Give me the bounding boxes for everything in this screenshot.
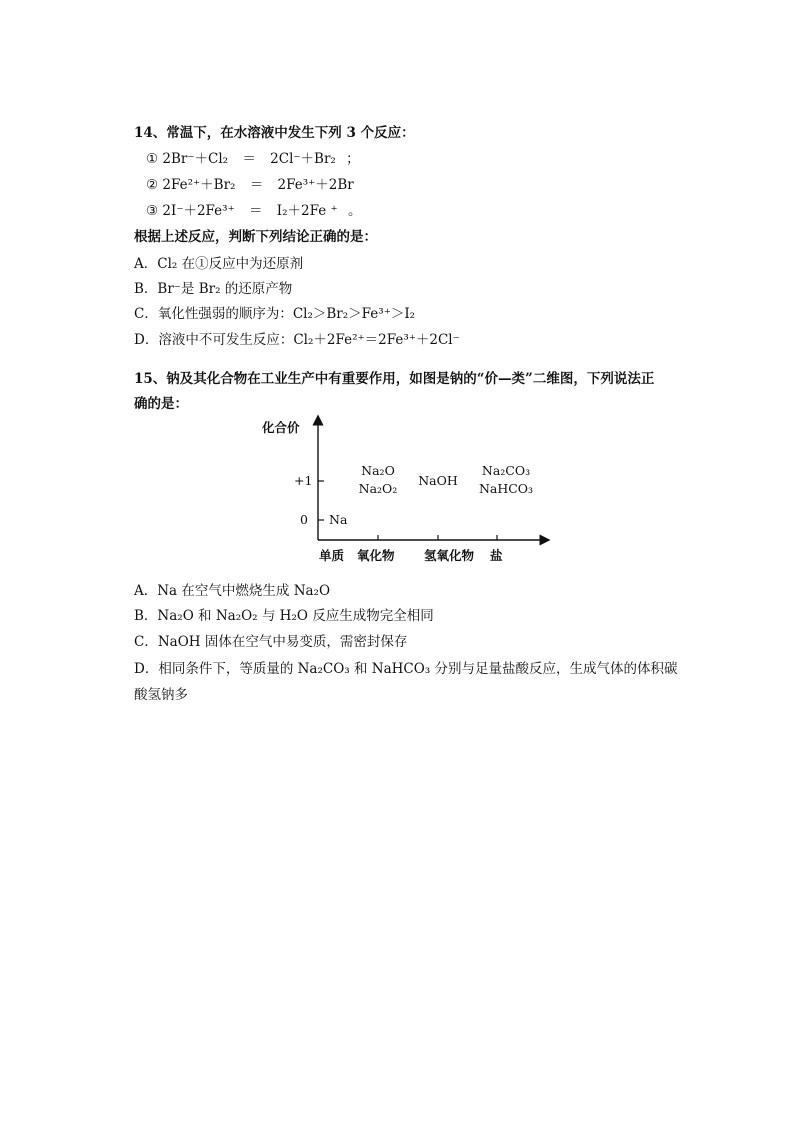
q15-option-a: A．Na 在空气中燃烧生成 Na₂O <box>134 583 331 599</box>
reaction-equals: ＝ <box>242 151 256 167</box>
point-label-naoh: NaOH <box>418 473 458 488</box>
y-axis-label: 化合价 <box>262 420 300 435</box>
x-category-oxide: 氧化物 <box>357 548 395 563</box>
q14-option-b: B．Br⁻是 Br₂ 的还原产物 <box>134 281 293 297</box>
reaction-equals: ＝ <box>249 203 263 219</box>
x-category-salt: 盐 <box>490 548 503 563</box>
reaction-tail: 。 <box>347 203 362 219</box>
reaction-number: ① <box>146 151 159 167</box>
reaction-number: ③ <box>146 203 159 219</box>
q14-option-d: D．溶液中不可发生反应：Cl₂＋2Fe²⁺＝2Fe³⁺＋2Cl⁻ <box>134 332 460 348</box>
x-category-elemental: 单质 <box>319 548 345 563</box>
q14-option-a: A．Cl₂ 在①反应中为还原剂 <box>134 256 304 272</box>
q15-option-b: B．Na₂O 和 Na₂O₂ 与 H₂O 反应生成物完全相同 <box>134 608 434 624</box>
reaction-rhs: 2Cl⁻＋Br₂ <box>270 151 336 167</box>
q15-stem-line2: 确的是： <box>134 396 188 412</box>
reaction-number: ② <box>146 177 159 193</box>
reaction-equals: ＝ <box>249 177 264 193</box>
reaction-rhs: I₂＋2Fe ⁺ <box>276 203 338 219</box>
q14-stem: 14、常温下，在水溶液中发生下列 3 个反应： <box>134 125 415 141</box>
q15-option-d-line2: 酸氢钠多 <box>134 687 188 703</box>
reaction-tail: ； <box>346 151 360 167</box>
point-label-na2co3: Na₂CO₃ <box>481 463 531 478</box>
y-tick-label-0: 0 <box>300 512 308 527</box>
q14-prompt: 根据上述反应，判断下列结论正确的是： <box>134 229 377 245</box>
q15-stem-line1: 15、钠及其化合物在工业生产中有重要作用，如图是钠的“价—类”二维图，下列说法正 <box>134 371 655 387</box>
q15-option-c: C．NaOH 固体在空气中易变质，需密封保存 <box>134 634 408 650</box>
reaction-lhs: 2Br⁻＋Cl₂ <box>162 151 229 167</box>
q15-option-d: D．相同条件下，等质量的 Na₂CO₃ 和 NaHCO₃ 分别与足量盐酸反应，生成气体的体积碳 <box>134 661 678 677</box>
reaction-lhs: 2I⁻＋2Fe³⁺ <box>162 203 235 219</box>
q14-option-c: C．氧化性强弱的顺序为：Cl₂＞Br₂＞Fe³⁺＞I₂ <box>134 306 416 322</box>
reaction-lhs: 2Fe²⁺＋Br₂ <box>162 177 236 193</box>
point-label-nahco3: NaHCO₃ <box>478 481 534 496</box>
point-label-na2o2: Na₂O₂ <box>358 481 398 496</box>
point-label-na2o: Na₂O <box>361 463 395 478</box>
point-label-na: Na <box>329 512 348 527</box>
y-tick-label-plus1: +1 <box>294 473 313 488</box>
x-category-hydroxide: 氢氧化物 <box>424 548 475 563</box>
reaction-rhs: 2Fe³⁺＋2Br <box>277 177 354 193</box>
